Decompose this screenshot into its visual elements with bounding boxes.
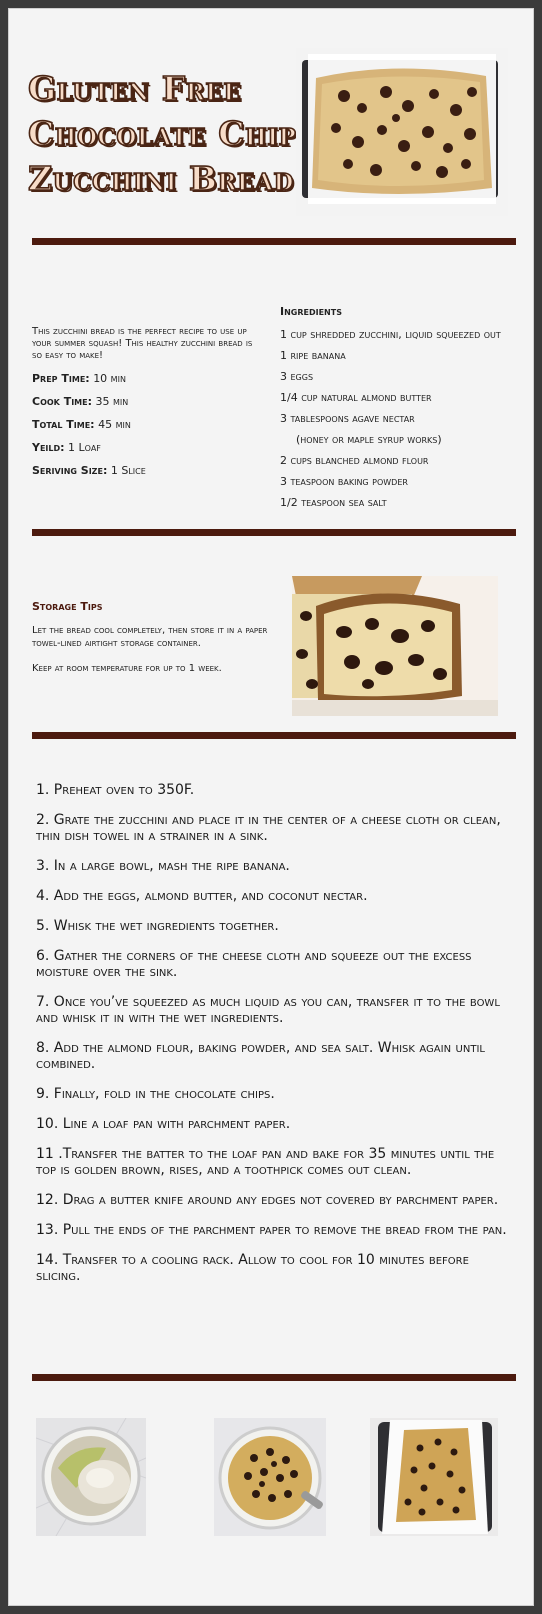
fact-value: 45 min <box>98 418 131 431</box>
fact-label: Prep Time: <box>32 372 90 385</box>
recipe-facts <box>32 371 262 486</box>
title-line: Gluten Free <box>28 69 242 108</box>
instruction-step: 12. Drag a butter knife around any edges not covered by parchment paper. <box>36 1192 499 1208</box>
sliced-bread-photo <box>292 576 498 716</box>
fact-value: 1 Slice <box>110 464 146 477</box>
divider <box>32 529 516 536</box>
fact-prep-time <box>32 371 262 394</box>
instruction-step: 11 .Transfer the batter to the loaf pan and bake for 35 minutes until the top is golden brown, rises, and a toothpick comes out clean. <box>36 1146 495 1178</box>
divider <box>32 1374 516 1381</box>
batter-with-chocolate-chips-photo <box>214 1418 326 1536</box>
fact-value: 1 Loaf <box>68 441 101 454</box>
ingredient-item: 1/4 cup natural almond butter <box>280 391 432 404</box>
instruction-step: 14. Transfer to a cooling rack. Allow to cool for 10 minutes before slicing. <box>36 1252 469 1284</box>
loaf-in-pan-photo <box>296 48 508 216</box>
fact-value: 35 min <box>95 395 129 408</box>
intro-text: This zucchini bread is the perfect recipe to use up your summer squash! This healthy zucchini bread is so easy to make! <box>32 326 253 361</box>
instruction-step: 13. Pull the ends of the parchment paper to remove the bread from the pan. <box>36 1222 507 1238</box>
fact-total-time <box>32 417 262 440</box>
fact-yield <box>32 440 262 463</box>
ingredient-item: 1 cup shredded zucchini, liquid squeezed out <box>280 328 501 341</box>
recipe-card <box>8 8 534 1606</box>
ingredient-item: 2 cups blanched almond flour <box>280 454 429 467</box>
instruction-step: 4. Add the eggs, almond butter, and coconut nectar. <box>36 888 368 904</box>
fact-label: Total Time: <box>32 418 95 431</box>
instruction-step: 10. Line a loaf pan with parchment paper. <box>36 1116 291 1132</box>
ingredient-item: 1/2 teaspoon sea salt <box>280 496 387 509</box>
fact-label: Yeild: <box>32 441 65 454</box>
ingredients-list <box>280 305 530 516</box>
instruction-step: 5. Whisk the wet ingredients together. <box>36 918 279 934</box>
batter-in-loaf-pan-photo <box>370 1418 498 1536</box>
title-line: Chocolate Chip <box>28 114 297 153</box>
flour-and-zucchini-bowl-photo <box>36 1418 146 1536</box>
instruction-step: 7. Once you’ve squeezed as much liquid as you can, transfer it to the bowl and whisk it in with the wet ingredients. <box>36 994 500 1026</box>
recipe-title <box>28 66 297 201</box>
storage-paragraph: Keep at room temperature for up to 1 week. <box>32 663 222 674</box>
ingredient-item: 3 eggs <box>280 370 314 383</box>
instruction-step: 3. In a large bowl, mash the ripe banana. <box>36 858 290 874</box>
fact-serving-size <box>32 463 262 486</box>
ingredient-item: 3 tablespoons agave nectar <box>280 412 415 425</box>
instruction-step: 2. Grate the zucchini and place it in the center of a cheese cloth or clean, thin dish towel in a strainer in a sink. <box>36 812 501 844</box>
title-line: Zucchini Bread <box>28 159 294 198</box>
fact-label: Cook Time: <box>32 395 93 408</box>
storage-tips <box>32 600 282 687</box>
fact-cook-time <box>32 394 262 417</box>
storage-heading: Storage Tips <box>32 600 103 613</box>
fact-label: Seriving Size: <box>32 464 108 477</box>
ingredient-item: 1 ripe banana <box>280 349 346 362</box>
ingredient-item: 3 teaspoon baking powder <box>280 475 408 488</box>
storage-paragraph: Let the bread cool completely, then store it in a paper towel-lined airtight storage container. <box>32 625 268 649</box>
instruction-step: 1. Preheat oven to 350F. <box>36 782 195 798</box>
ingredients-heading: Ingredients <box>280 305 342 318</box>
divider <box>32 732 516 739</box>
ingredient-note: (honey or maple syrup works) <box>296 433 442 446</box>
instruction-step: 9. Finally, fold in the chocolate chips. <box>36 1086 275 1102</box>
fact-value: 10 min <box>93 372 126 385</box>
instructions <box>36 782 514 1284</box>
instruction-step: 8. Add the almond flour, baking powder, and sea salt. Whisk again until combined. <box>36 1040 485 1072</box>
instruction-step: 6. Gather the corners of the cheese cloth and squeeze out the excess moisture over the sink. <box>36 948 472 980</box>
divider <box>32 238 516 245</box>
